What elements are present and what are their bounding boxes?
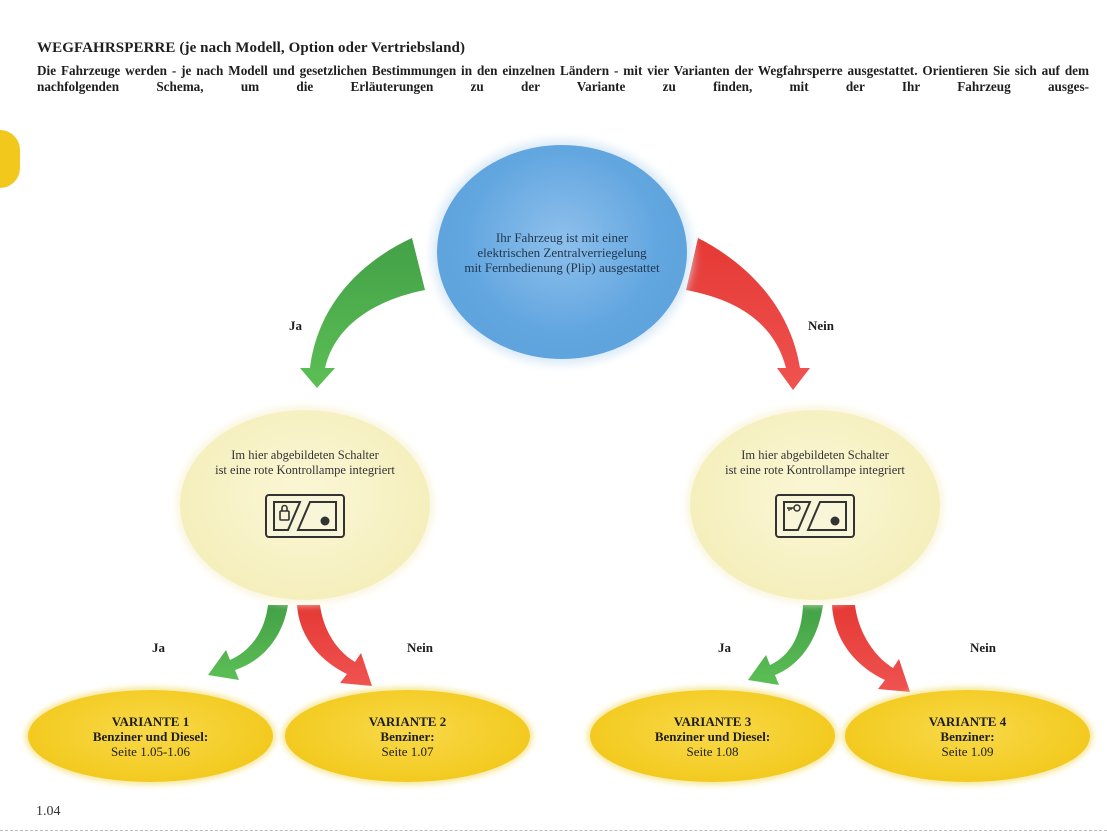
- variant-1-node: [28, 690, 273, 782]
- immobilizer-switch-lock-icon: [265, 494, 345, 538]
- variant-fuel: Benziner und Diesel:: [92, 728, 209, 744]
- variant-title: VARIANTE 2: [368, 713, 447, 729]
- bottom-divider: [0, 830, 1107, 831]
- intro-paragraph: Die Fahrzeuge werden - je nach Modell und gesetzlichen Bestimmungen in den einzelnen Ländern - mit vier Varianten der Wegfahrsperre ausgestattet. Orientieren Sie sich auf dem nachfolgenden Schema, um die Erläuterungen zu der Variante zu finden, mit der Ihr Fahrzeug ausges-: [37, 63, 1089, 94]
- arrow-right-no: [832, 605, 910, 692]
- variant-fuel: Benziner und Diesel:: [654, 728, 771, 744]
- arrow-left-no: [297, 605, 372, 686]
- switch-node-line: ist eine rote Kontrollampe integriert: [725, 463, 905, 477]
- question-line: elektrischen Zentralverriegelung: [477, 244, 647, 260]
- label-left-yes: Ja: [152, 640, 165, 655]
- switch-node-line: Im hier abgebildeten Schalter: [231, 448, 379, 462]
- variant-title: VARIANTE 1: [111, 713, 190, 729]
- variant-page-ref: Seite 1.07: [381, 743, 434, 759]
- variant-2-node: [285, 690, 530, 782]
- question-line: Ihr Fahrzeug ist mit einer: [495, 229, 629, 245]
- variant-page-ref: Seite 1.09: [941, 743, 994, 759]
- variant-title: VARIANTE 4: [928, 713, 1007, 729]
- question-node-central-locking: [437, 145, 687, 359]
- variant-fuel: Benziner:: [940, 728, 995, 744]
- arrow-left-yes: [208, 605, 288, 680]
- switch-node-right: [690, 410, 940, 600]
- arrow-right-yes: [748, 605, 823, 685]
- variant-4-node: [845, 690, 1090, 782]
- variant-page-ref: Seite 1.08: [686, 743, 739, 759]
- variant-page-ref: Seite 1.05-1.06: [110, 743, 191, 759]
- switch-node-line: Im hier abgebildeten Schalter: [741, 448, 889, 462]
- label-right-yes: Ja: [718, 640, 731, 655]
- variant-title: VARIANTE 3: [673, 713, 752, 729]
- label-right-no: Nein: [970, 640, 996, 655]
- label-left-no: Nein: [407, 640, 433, 655]
- question-line: mit Fernbedienung (Plip) ausgestattet: [464, 259, 660, 275]
- label-top-no: Nein: [808, 318, 834, 333]
- arrow-top-yes: [300, 238, 425, 388]
- section-heading: WEGFAHRSPERRE (je nach Modell, Option oder Vertriebsland): [37, 40, 466, 56]
- switch-node-line: ist eine rote Kontrollampe integriert: [215, 463, 395, 477]
- label-top-yes: Ja: [289, 318, 302, 333]
- switch-node-left: [180, 410, 430, 600]
- variant-3-node: [590, 690, 835, 782]
- page-number: 1.04: [36, 804, 61, 819]
- immobilizer-switch-key-icon: [775, 494, 855, 538]
- variant-fuel: Benziner:: [380, 728, 435, 744]
- arrow-top-no: [686, 238, 810, 390]
